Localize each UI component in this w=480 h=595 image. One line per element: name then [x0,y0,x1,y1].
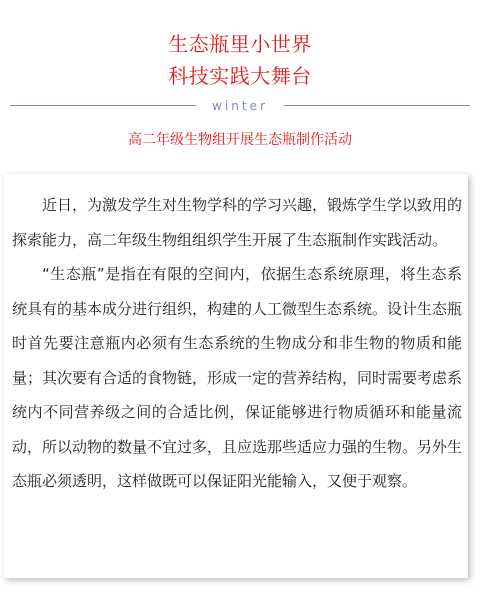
paragraph-definition: “生态瓶”是指在有限的空间内，依据生态系统原理，将生态系统具有的基本成分进行组织，构建的人工微型生态系统。设计生态瓶时首先要注意瓶内必须有生态系统的生物成分和非生物的物质和能量；其次要有合适的食物链，形成一定的营养结构，同时需要考虑系统内不同营养级之间的合适比例，保证能够进行物质循环和能量流动，所以动物的数量不宜过多，且应选那些适应力强的生物。另外生态瓶必须透明，这样做既可以保证阳光能输入，又便于观察。 [12,265,463,490]
divider-line-right [284,105,470,106]
paragraph-intro: 近日，为激发学生对生物学科的学习兴趣，锻炼学生学以致用的探索能力，高二年级生物组组织学生开展了生态瓶制作实践活动。 [12,196,463,249]
title-line-2: 科技实践大舞台 [168,64,312,88]
subtitle: 高二年级生物组开展生态瓶制作活动 [128,132,352,148]
divider-word: winter [212,99,268,113]
title-line-1: 生态瓶里小世界 [168,32,312,56]
article-title [0,28,480,92]
title-divider [10,98,470,114]
divider-line-left [10,105,196,106]
article-body [4,174,468,578]
